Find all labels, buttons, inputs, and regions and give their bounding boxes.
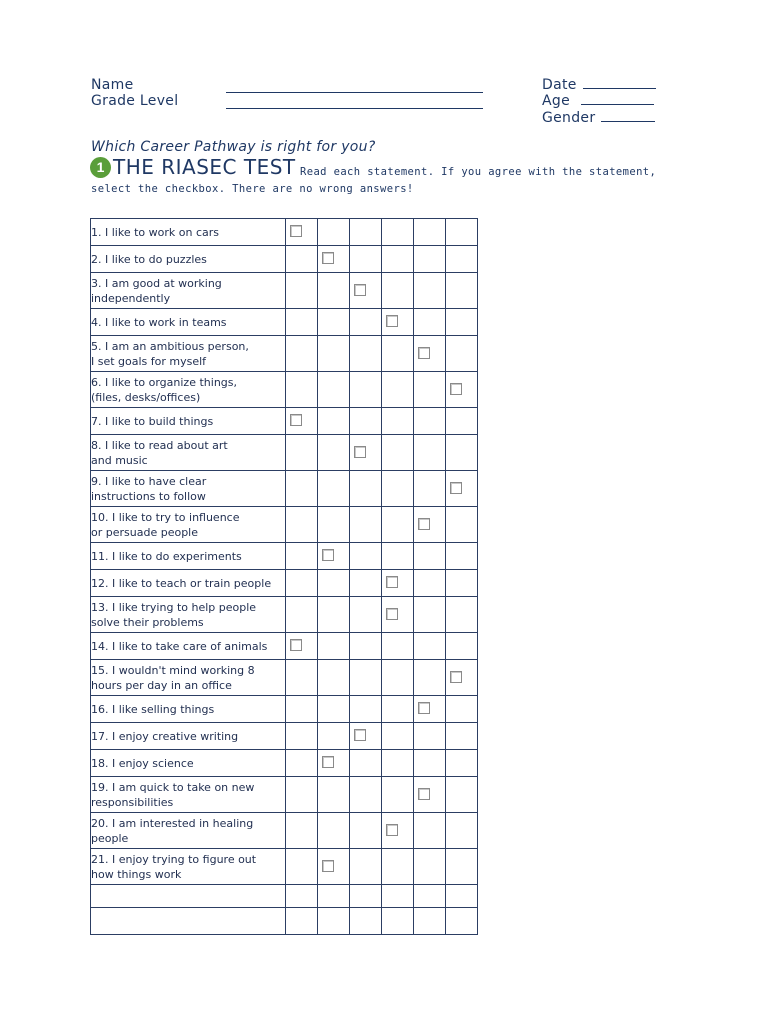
answer-cell <box>446 597 478 633</box>
answer-cell <box>446 813 478 849</box>
statement-cell: 16. I like selling things <box>91 696 286 723</box>
answer-cell <box>414 813 446 849</box>
age-line[interactable] <box>581 93 654 105</box>
agree-checkbox[interactable] <box>418 347 430 359</box>
answer-cell <box>382 696 414 723</box>
answer-cell <box>382 435 414 471</box>
date-label: Date <box>542 77 577 93</box>
table-row <box>91 336 478 372</box>
statement-cell: 7. I like to build things <box>91 408 286 435</box>
agree-checkbox[interactable] <box>290 414 302 426</box>
answer-cell <box>350 660 382 696</box>
answer-cell <box>446 219 478 246</box>
answer-cell <box>446 750 478 777</box>
grade-level-label: Grade Level <box>91 93 179 109</box>
answer-cell <box>446 408 478 435</box>
answer-cell <box>446 849 478 885</box>
answer-cell <box>446 696 478 723</box>
table-row <box>91 273 478 309</box>
answer-cell <box>318 543 350 570</box>
answer-cell <box>318 570 350 597</box>
answer-cell <box>286 570 318 597</box>
answer-cell <box>446 777 478 813</box>
answer-cell <box>446 309 478 336</box>
answer-cell <box>446 723 478 750</box>
career-question: Which Career Pathway is right for you? <box>91 139 376 155</box>
agree-checkbox[interactable] <box>450 671 462 683</box>
statement-cell: 8. I like to read about art and music <box>91 435 286 471</box>
answer-cell <box>446 507 478 543</box>
agree-checkbox[interactable] <box>386 576 398 588</box>
table-row <box>91 597 478 633</box>
test-title: THE RIASEC TEST <box>113 155 296 179</box>
table-row <box>91 372 478 408</box>
answer-cell <box>286 219 318 246</box>
answer-cell <box>318 273 350 309</box>
answer-cell <box>382 813 414 849</box>
table-row <box>91 543 478 570</box>
statement-cell: 13. I like trying to help people solve their problems <box>91 597 286 633</box>
age-label: Age <box>542 93 570 109</box>
answer-cell <box>414 777 446 813</box>
answer-cell <box>318 908 350 935</box>
answer-cell <box>382 408 414 435</box>
answer-cell <box>286 660 318 696</box>
answer-cell <box>414 246 446 273</box>
statement-cell <box>91 885 286 908</box>
table-row <box>91 507 478 543</box>
answer-cell <box>350 908 382 935</box>
answer-cell <box>286 435 318 471</box>
answer-cell <box>286 597 318 633</box>
table-row <box>91 408 478 435</box>
answer-cell <box>414 570 446 597</box>
statement-cell: 6. I like to organize things, (files, desks/offices) <box>91 372 286 408</box>
statement-cell: 11. I like to do experiments <box>91 543 286 570</box>
answer-cell <box>286 507 318 543</box>
answer-cell <box>318 471 350 507</box>
statement-cell: 20. I am interested in healing people <box>91 813 286 849</box>
table-row <box>91 723 478 750</box>
answer-cell <box>350 849 382 885</box>
statement-cell: 10. I like to try to influence or persuade people <box>91 507 286 543</box>
answer-cell <box>318 777 350 813</box>
answer-cell <box>318 597 350 633</box>
grade-level-line[interactable] <box>226 108 483 109</box>
agree-checkbox[interactable] <box>322 549 334 561</box>
table-row <box>91 570 478 597</box>
agree-checkbox[interactable] <box>418 788 430 800</box>
answer-cell <box>414 633 446 660</box>
agree-checkbox[interactable] <box>450 383 462 395</box>
answer-cell <box>350 777 382 813</box>
table-row <box>91 777 478 813</box>
statement-cell: 1. I like to work on cars <box>91 219 286 246</box>
answer-cell <box>286 336 318 372</box>
answer-cell <box>446 273 478 309</box>
table-row <box>91 849 478 885</box>
answer-cell <box>446 435 478 471</box>
table-row <box>91 435 478 471</box>
agree-checkbox[interactable] <box>290 639 302 651</box>
date-field <box>542 77 656 93</box>
answer-cell <box>382 570 414 597</box>
answer-cell <box>382 750 414 777</box>
answer-cell <box>446 633 478 660</box>
answer-cell <box>350 246 382 273</box>
answer-cell <box>318 750 350 777</box>
answer-cell <box>318 813 350 849</box>
answer-cell <box>286 273 318 309</box>
table-row <box>91 309 478 336</box>
answer-cell <box>286 408 318 435</box>
answer-cell <box>414 849 446 885</box>
answer-cell <box>446 570 478 597</box>
age-field <box>542 93 654 109</box>
answer-cell <box>382 246 414 273</box>
answer-cell <box>446 336 478 372</box>
table-row <box>91 813 478 849</box>
answer-cell <box>350 435 382 471</box>
answer-cell <box>350 408 382 435</box>
answer-cell <box>318 408 350 435</box>
answer-cell <box>286 908 318 935</box>
gender-field <box>542 110 655 126</box>
answer-cell <box>286 696 318 723</box>
answer-cell <box>350 723 382 750</box>
statement-cell: 17. I enjoy creative writing <box>91 723 286 750</box>
answer-cell <box>446 246 478 273</box>
answer-cell <box>382 273 414 309</box>
answer-cell <box>382 849 414 885</box>
answer-cell <box>446 543 478 570</box>
answer-cell <box>382 309 414 336</box>
answer-cell <box>414 471 446 507</box>
statement-cell: 3. I am good at working independently <box>91 273 286 309</box>
answer-cell <box>382 633 414 660</box>
answer-cell <box>382 908 414 935</box>
answer-cell <box>318 696 350 723</box>
answer-cell <box>318 336 350 372</box>
agree-checkbox[interactable] <box>386 824 398 836</box>
answer-cell <box>286 246 318 273</box>
agree-checkbox[interactable] <box>322 756 334 768</box>
answer-cell <box>318 507 350 543</box>
answer-cell <box>286 633 318 660</box>
answer-cell <box>350 813 382 849</box>
answer-cell <box>414 219 446 246</box>
agree-checkbox[interactable] <box>322 252 334 264</box>
gender-line[interactable] <box>601 110 655 122</box>
answer-cell <box>350 885 382 908</box>
agree-checkbox[interactable] <box>418 702 430 714</box>
answer-cell <box>382 777 414 813</box>
answer-cell <box>446 372 478 408</box>
answer-cell <box>382 219 414 246</box>
answer-cell <box>446 908 478 935</box>
answer-cell <box>414 507 446 543</box>
answer-cell <box>414 543 446 570</box>
agree-checkbox[interactable] <box>354 446 366 458</box>
table-row <box>91 885 478 908</box>
answer-cell <box>350 309 382 336</box>
answer-cell <box>318 633 350 660</box>
statement-cell: 4. I like to work in teams <box>91 309 286 336</box>
table-row <box>91 750 478 777</box>
answer-cell <box>414 336 446 372</box>
answer-cell <box>350 633 382 660</box>
answer-cell <box>382 660 414 696</box>
answer-cell <box>414 273 446 309</box>
statement-cell: 12. I like to teach or train people <box>91 570 286 597</box>
answer-cell <box>350 696 382 723</box>
agree-checkbox[interactable] <box>386 315 398 327</box>
riasec-table <box>90 218 478 935</box>
agree-checkbox[interactable] <box>450 482 462 494</box>
answer-cell <box>414 750 446 777</box>
answer-cell <box>350 336 382 372</box>
answer-cell <box>318 219 350 246</box>
statement-cell: 21. I enjoy trying to figure out how things work <box>91 849 286 885</box>
answer-cell <box>318 660 350 696</box>
answer-cell <box>286 543 318 570</box>
statement-cell: 19. I am quick to take on new responsibilities <box>91 777 286 813</box>
answer-cell <box>414 723 446 750</box>
answer-cell <box>414 408 446 435</box>
answer-cell <box>318 372 350 408</box>
answer-cell <box>382 723 414 750</box>
answer-cell <box>414 372 446 408</box>
answer-cell <box>446 660 478 696</box>
answer-cell <box>350 471 382 507</box>
answer-cell <box>382 597 414 633</box>
answer-cell <box>318 435 350 471</box>
answer-cell <box>446 471 478 507</box>
answer-cell <box>318 309 350 336</box>
agree-checkbox[interactable] <box>354 729 366 741</box>
answer-cell <box>350 543 382 570</box>
answer-cell <box>414 435 446 471</box>
statement-cell: 2. I like to do puzzles <box>91 246 286 273</box>
statement-cell <box>91 908 286 935</box>
statement-cell: 18. I enjoy science <box>91 750 286 777</box>
statement-cell: 9. I like to have clear instructions to follow <box>91 471 286 507</box>
agree-checkbox[interactable] <box>418 518 430 530</box>
section-number-badge: 1 <box>90 157 111 178</box>
table-row <box>91 246 478 273</box>
answer-cell <box>286 777 318 813</box>
answer-cell <box>382 372 414 408</box>
answer-cell <box>414 696 446 723</box>
answer-cell <box>318 246 350 273</box>
agree-checkbox[interactable] <box>322 860 334 872</box>
statement-cell: 5. I am an ambitious person, I set goals for myself <box>91 336 286 372</box>
answer-cell <box>286 471 318 507</box>
answer-cell <box>382 885 414 908</box>
agree-checkbox[interactable] <box>386 608 398 620</box>
answer-cell <box>382 336 414 372</box>
answer-cell <box>414 908 446 935</box>
answer-cell <box>286 849 318 885</box>
date-line[interactable] <box>583 77 656 89</box>
statement-cell: 14. I like to take care of animals <box>91 633 286 660</box>
answer-cell <box>350 372 382 408</box>
answer-cell <box>286 885 318 908</box>
table-row <box>91 908 478 935</box>
table-row <box>91 219 478 246</box>
agree-checkbox[interactable] <box>290 225 302 237</box>
name-label: Name <box>91 77 134 93</box>
table-row <box>91 660 478 696</box>
name-line[interactable] <box>226 92 483 93</box>
answer-cell <box>350 507 382 543</box>
agree-checkbox[interactable] <box>354 284 366 296</box>
gender-label: Gender <box>542 110 596 126</box>
answer-cell <box>382 543 414 570</box>
answer-cell <box>414 309 446 336</box>
answer-cell <box>414 885 446 908</box>
answer-cell <box>286 309 318 336</box>
answer-cell <box>350 570 382 597</box>
answer-cell <box>350 219 382 246</box>
answer-cell <box>318 885 350 908</box>
statement-cell: 15. I wouldn't mind working 8 hours per day in an office <box>91 660 286 696</box>
answer-cell <box>286 723 318 750</box>
answer-cell <box>318 723 350 750</box>
table-row <box>91 696 478 723</box>
answer-cell <box>318 849 350 885</box>
answer-cell <box>286 372 318 408</box>
answer-cell <box>382 471 414 507</box>
answer-cell <box>382 507 414 543</box>
table-row <box>91 471 478 507</box>
answer-cell <box>350 597 382 633</box>
test-instructions: Read each statement. If you agree with the statement, select the checkbox. There are no wrong answers! <box>91 166 657 195</box>
answer-cell <box>414 660 446 696</box>
answer-cell <box>446 885 478 908</box>
answer-cell <box>350 273 382 309</box>
table-row <box>91 633 478 660</box>
answer-cell <box>286 750 318 777</box>
answer-cell <box>414 597 446 633</box>
answer-cell <box>350 750 382 777</box>
answer-cell <box>286 813 318 849</box>
